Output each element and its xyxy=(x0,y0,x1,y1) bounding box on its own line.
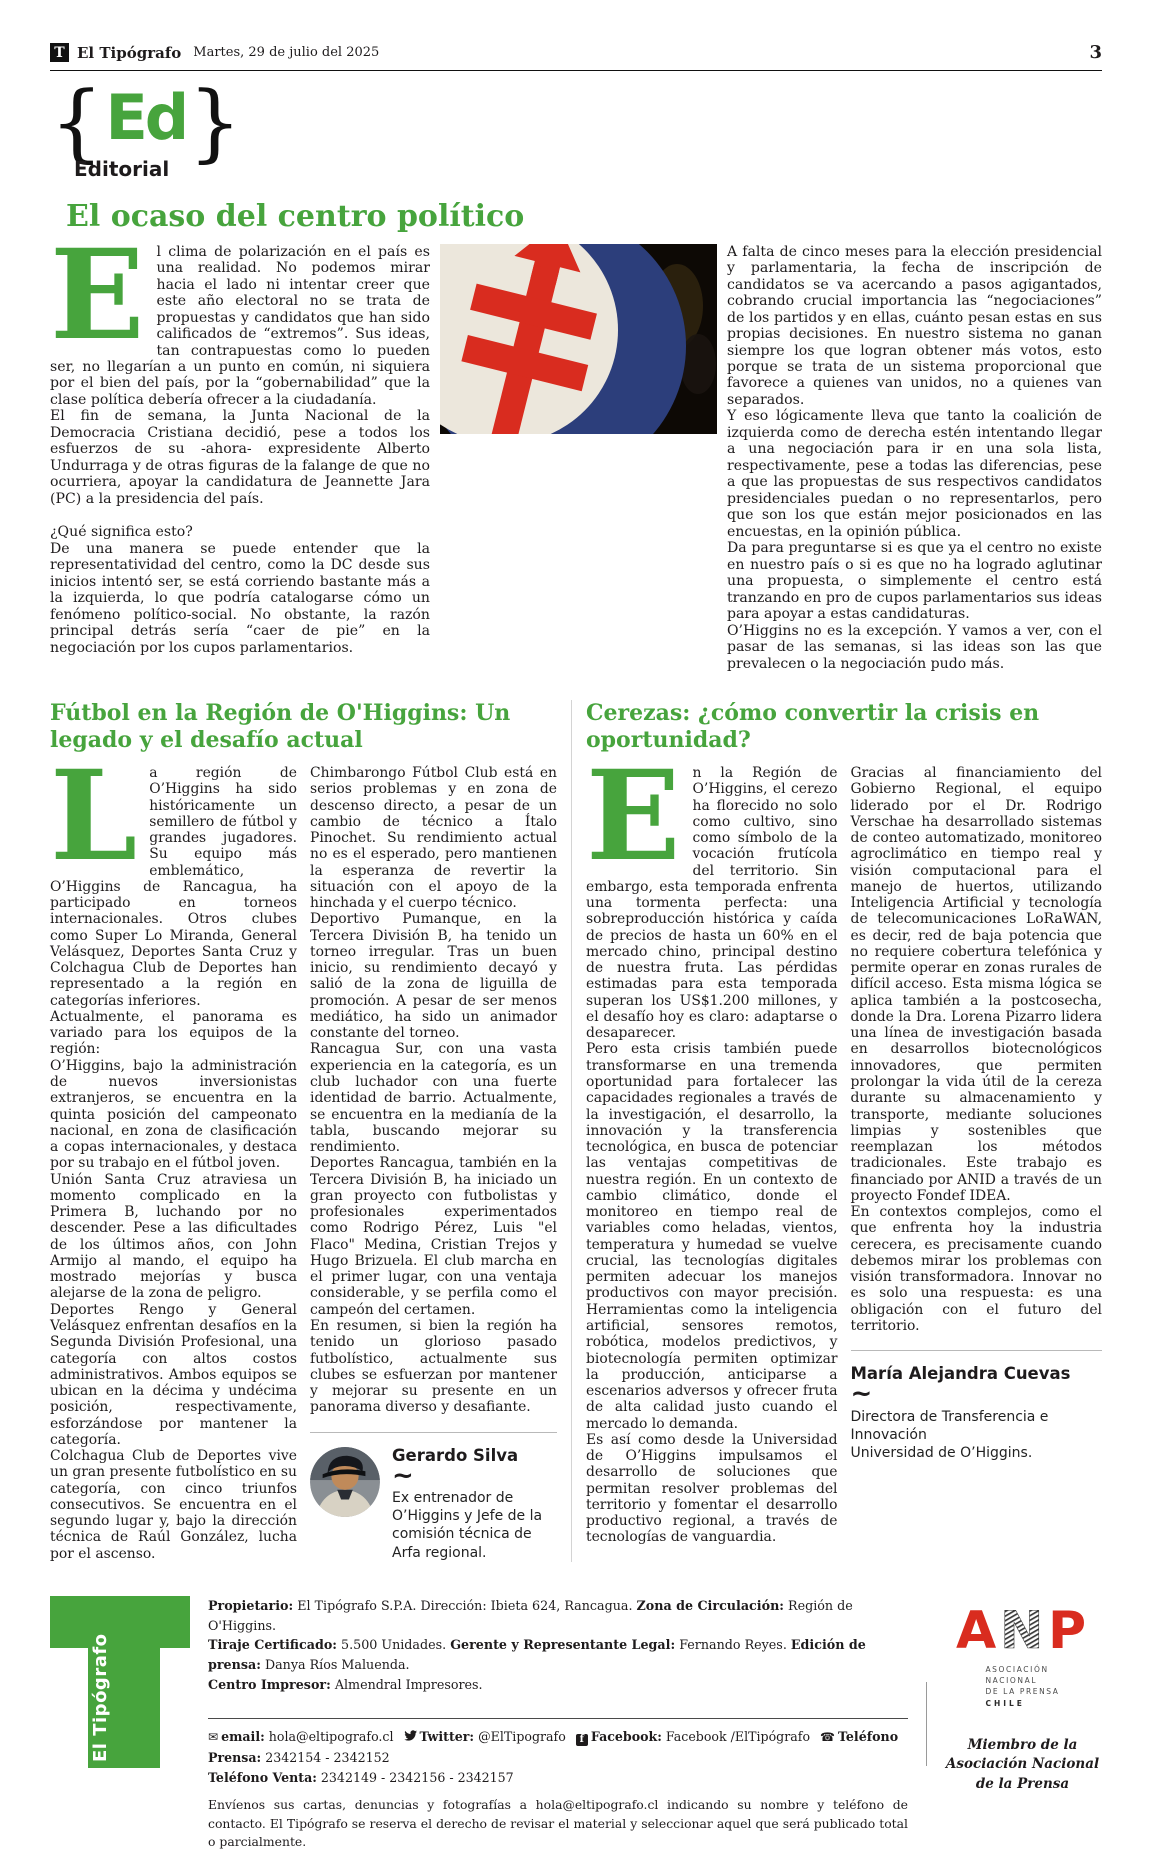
editorial-body xyxy=(50,222,1102,673)
page-number: 3 xyxy=(1089,42,1102,63)
editorial-paragraph: A falta de cinco meses para la elección presidencial y parlamentaria, la fecha de inscripción de candidatos se va acercando a pasos agigantados, cobrando crucial importancia las “negociaciones” de los partidos y en ellas, cuánto pesan estas en sus propias decisiones. En nuestro sistema no ganan siempre los que logran obtener más votos, esto porque se trata de un sistema proporcional que favorece a quienes van unidos, no a quienes van separados. xyxy=(727,243,1102,408)
author-name: María Alejandra Cuevas xyxy=(850,1364,1071,1384)
anp-caption-line: DE LA PRENSA xyxy=(985,1687,1060,1697)
author-role-line: Directora de Transferencia e Innovación xyxy=(850,1408,1049,1443)
football-paragraph: Colchagua Club de Deportes vive un gran presente futbolístico en su categoría, con cinco triunfos consecutivos. Se encuentra en el segundo lugar y, bajo la dirección técnica de Raúl González, lucha por el ascenso. xyxy=(50,1448,297,1562)
football-title: Fútbol en la Región de O'Higgins: Un legado y el desafío actual xyxy=(50,700,511,753)
editorial-paragraph: l clima de polarización en el país es una realidad. No podemos mirar hacia el lado ni intentar creer que este año electoral no se trata de propuestas y candidatos que han sido calificados de “extremos”. Sus ideas, tan contrapuestas como lo pueden ser, no llegarían a un punto en común, ni siquiera por el bien del país, por la “gobernabilidad” que la clase política debería ofrecer a la ciudadanía. xyxy=(50,243,430,408)
legal-value: Fernando Reyes. xyxy=(675,1637,791,1653)
author-role xyxy=(851,1408,1103,1463)
cherries-byline xyxy=(851,1350,1103,1462)
byline-squiggle: ~ xyxy=(850,1379,873,1410)
footer-info xyxy=(208,1596,908,1852)
contact-row xyxy=(208,1768,908,1788)
anp-caption-line: NACIONAL xyxy=(985,1676,1038,1686)
editorial-left-column xyxy=(50,222,430,673)
cherries-title: Cerezas: ¿cómo convertir la crisis en oportunidad? xyxy=(586,700,1040,753)
football-column-1 xyxy=(50,743,297,1562)
author-name: Gerardo Silva xyxy=(392,1445,519,1465)
brand-logo-icon: T xyxy=(50,43,69,62)
anp-membership-line: Asociación Nacional de la Prensa xyxy=(945,1756,1100,1792)
tipografo-logo xyxy=(50,1596,190,1768)
legal-label: Edición de prensa: xyxy=(208,1637,866,1673)
anp-membership-line: Miembro de la xyxy=(967,1736,1078,1753)
contact-value: 2342154 - 2342152 xyxy=(261,1749,390,1765)
editorial-paragraph: El fin de semana, la Junta Nacional de la Democracia Cristiana decidió, pese a todos los esfuerzos de su -ahora- expresidente Alberto Undurraga y de otras figuras de la falange de que no ocurriera, apoyar la candidatura de Jeannette Jara (PC) a la presidencia del país. xyxy=(50,408,430,507)
phone-icon: ☎ xyxy=(820,1730,835,1745)
section-logo xyxy=(50,73,1102,181)
editorial-paragraph: De una manera se puede entender que la representatividad del centro, como la DC desde sus inicios intentó ser, se está corriendo bastante más a la izquierda, lo que podría catalogarse cómo un fenómeno político-social. No obstante, la razón principal detrás sería “caer de pie” en la negociación por los cupos parlamentarios. xyxy=(50,540,430,656)
football-paragraph: Deportes Rengo y General Velásquez enfrentan desafíos en la Segunda División Profesional, una categoría con altos costos administrativos. Ambos equipos se ubican en la décima y undécima posición, respectivamente, esforzándose por mantener la categoría. xyxy=(50,1301,297,1448)
twitter-icon xyxy=(404,1727,417,1747)
cherries-paragraph: En contextos complejos, como el que enfrenta hoy la industria cerecera, es precisamente cuando debemos mirar los problemas con visión transformadora. Innovar no es solo una respuesta: es una obligación con el futuro del territorio. xyxy=(850,1204,1102,1334)
cherries-paragraph: Pero esta crisis también puede transformarse en una tremenda oportunidad para fortalecer las capacidades regionales a través de la investigación, el desarrollo, la innovación y la transferencia tecnológica, en busca de potenciar las ventajas competitivas de nuestra región. En un contexto de cambio climático, donde el monitoreo en tiempo real de variables como heladas, vientos, temperatura y humedad se vuelve crucial, las tecnologías digitales permiten adecuar los manejos productivos con mayor precisión. Herramientas como la inteligencia artificial, sensores remotos, robótica, modelos predictivos, y biotecnología permiten optimizar la producción, anticiparse a escenarios adversos y ofrecer fruta de alta calidad justo cuando el mercado lo demanda. xyxy=(586,1041,838,1432)
contact-label: Facebook: xyxy=(590,1729,662,1745)
submission-note: Envíenos sus cartas, denuncias y fotografías a hola@eltipografo.cl indicando su nombre y teléfono de contacto. El Tipógrafo se reserva el derecho de revisar el material y seleccionar aquel que será publicado total o parcialmente. xyxy=(208,1796,908,1850)
editorial-right-column xyxy=(727,244,1102,673)
editorial-paragraph: Da para preguntarse si es que ya el centro no existe en nuestro país o si es que no ha logrado aglutinar una propuesta, o simplemente el centro está tranzando en pro de cupos parlamentarios sus ideas para apoyar a estas candidaturas. xyxy=(727,540,1102,623)
football-paragraph: Rancagua Sur, con una vasta experiencia en la categoría, es un club luchador con una fuerte identidad de barrio. Actualmente, se encuentra en la medianía de la tabla, buscando mejorar su rendimiento. xyxy=(310,1041,557,1156)
legal-value: El Tipógrafo S.P.A. Dirección: Ibieta 624, Rancagua. xyxy=(293,1597,637,1613)
anp-block xyxy=(943,1596,1102,1794)
legal-value: Danya Ríos Maluenda. xyxy=(260,1657,410,1673)
cherries-paragraph: Es así como desde la Universidad de O’Higgins impulsamos el desarrollo de soluciones que permitan resolver problemas del territorio y fomentar el desarrollo productivo regional, a través de tecnologías de vanguardia. xyxy=(586,1431,838,1546)
footer-vertical-divider xyxy=(926,1682,927,1766)
cherries-column-1 xyxy=(586,743,838,1546)
legal-label: Centro Impresor: xyxy=(208,1676,331,1692)
edition-date: Martes, 29 de julio del 2025 xyxy=(193,45,380,60)
article-cherries xyxy=(572,700,1102,1562)
editorial-paragraph: Y eso lógicamente lleva que tanto la coalición de izquierda como de derecha estén intentando llegar a una negociación para ir en una sola lista, respectivamente, pese a todas las diferencias, pese a que las propuestas de sus respectivos candidatos presidenciales puedan o no representarlos, pero que son los que están mejor posicionados en las encuestas, en la opinión pública. xyxy=(727,408,1102,540)
football-paragraph: Deportes Rancagua, también en la Tercera División B, ha iniciado un gran proyecto con futbolistas y profesionales experimentados como Rodrigo Pérez, Luis "el Flaco" Medina, Cristian Trejos y Hugo Brizuela. El club marcha en el primer lugar, con una ventaja considerable, y se perfila como el campeón del certamen. xyxy=(310,1155,557,1318)
contact-label: Teléfono Prensa: xyxy=(208,1729,899,1765)
anp-caption-chile: CHILE xyxy=(985,1698,1025,1708)
editorial-paragraph: ¿Qué significa esto? xyxy=(50,524,193,541)
legal-block xyxy=(208,1596,908,1694)
contact-value: hola@eltipografo.cl xyxy=(264,1729,394,1745)
anp-membership xyxy=(943,1736,1102,1795)
dc-flag-photo xyxy=(440,244,717,434)
svg-text:P: P xyxy=(1047,1601,1086,1656)
football-column-2 xyxy=(310,765,557,1562)
author-photo-svg xyxy=(310,1447,380,1517)
legal-label: Tiraje Certificado: xyxy=(208,1637,337,1653)
svg-text:N: N xyxy=(999,1601,1044,1656)
author-role-line: Universidad de O’Higgins. xyxy=(850,1445,1033,1462)
editorial-paragraph: O’Higgins no es la excepción. Y vamos a ver, con el pasar de las semanas, si las ideas son las que prevalecen o la negociación pudo más. xyxy=(727,622,1102,672)
footer-divider xyxy=(208,1718,908,1719)
brace-close: } xyxy=(188,73,242,171)
football-byline xyxy=(310,1432,557,1562)
editorial-drop-cap: E xyxy=(50,222,145,368)
svg-text:A: A xyxy=(955,1601,996,1656)
byline-squiggle: ~ xyxy=(392,1460,414,1491)
tipografo-logo-bar xyxy=(50,1596,190,1648)
contact-block xyxy=(208,1727,908,1787)
email-icon: ✉ xyxy=(208,1730,219,1745)
anp-caption-line: ASOCIACIÓN xyxy=(985,1664,1049,1674)
legal-row xyxy=(208,1596,908,1635)
football-paragraph: En resumen, si bien la región ha tenido un glorioso pasado futbolístico, actualmente sus clubes se esfuerzan por mantener y mejorar su presente en un panorama diverso y desafiante. xyxy=(310,1318,557,1416)
brace-open: { xyxy=(50,73,104,171)
legal-value: Almendral Impresores. xyxy=(330,1676,483,1692)
article-football xyxy=(50,700,572,1562)
contact-value: Facebook /ElTipógrafo xyxy=(661,1729,811,1745)
football-paragraph: Deportivo Pumanque, en la Tercera División B, ha tenido un torneo irregular. Tras un buen inicio, su rendimiento decayó y salió de la zona de liguilla de promoción. A pesar de ser menos mediático, ha sido un animador constante del torneo. xyxy=(310,911,557,1042)
cherries-paragraph: n la Región de O’Higgins, el cerezo ha florecido no solo como cultivo, sino como símbolo de la vocación frutícola del territorio. Sin embargo, esta temporada enfrenta una tormenta perfecta: una sobreproducción histórica y caída de precios de hasta un 60% en el mercado chino, principal destino de nuestra fruta. Las pérdidas estimadas para esta temporada superan los US$1.200 millones, y el desafío hoy es claro: adaptarse o desaparecer. xyxy=(586,764,838,1042)
contact-label: Teléfono Venta: xyxy=(208,1769,317,1785)
cherries-paragraph: Gracias al financiamiento del Gobierno Regional, el equipo liderado por el Dr. Rodrigo Verschae ha desarrollado sistemas de conteo automatizado, monitoreo agroclimático en tiempo real y visión computacional para el manejo de huertos, utilizando Inteligencia Artificial y tecnología de telecomunicaciones LoRaWAN, es decir, red de baja potencia que no requiere cobertura telefónica y permite operar en zonas rurales de difícil acceso. Esta misma lógica se aplica también a la postcosecha, donde la Dra. Lorena Pizarro lidera una línea de investigación basada en desarrollos biotecnológicos innovadores, que permiten prolongar la vida útil de la cereza durante su almacenamiento y transporte, mediante soluciones limpias y sostenibles que reemplazan los métodos tradicionales. Este trabajo es financiado por ANID a través de un proyecto Fondef IDEA. xyxy=(850,764,1102,1204)
articles-section xyxy=(50,700,1102,1562)
legal-row xyxy=(208,1675,908,1695)
football-paragraph: Actualmente, el panorama es variado para los equipos de la región: xyxy=(50,1008,297,1058)
anp-logo xyxy=(948,1602,1098,1656)
legal-label: Propietario: xyxy=(208,1597,294,1613)
brand-name: El Tipógrafo xyxy=(77,43,182,62)
legal-value: Región de O'Higgins. xyxy=(208,1597,853,1633)
legal-label: Zona de Circulación: xyxy=(636,1597,784,1613)
contact-label: email: xyxy=(221,1729,265,1745)
page-footer xyxy=(50,1596,1102,1852)
football-drop-cap: L xyxy=(50,743,138,889)
cherries-drop-cap: E xyxy=(586,743,681,889)
football-paragraph: Chimbarongo Fútbol Club está en serios problemas y en zona de descenso directo, a pesar de un cambio de técnico a Ítalo Pinochet. Su rendimiento actual no es el esperado, pero mantienen la esperanza de revertir la situación con el apoyo de la hinchada y el cuerpo técnico. xyxy=(310,764,557,912)
anp-caption xyxy=(985,1664,1059,1709)
legal-label: Gerente y Representante Legal: xyxy=(450,1637,676,1653)
cherries-column-2 xyxy=(851,765,1103,1546)
contact-value: @ElTipografo xyxy=(474,1729,566,1745)
tipografo-logo-text: El Tipógrafo xyxy=(90,1633,111,1762)
legal-row xyxy=(208,1635,908,1674)
editorial-title: El ocaso del centro político xyxy=(66,198,525,234)
author-role: Ex entrenador de O’Higgins y Jefe de la comisión técnica de Arfa regional. xyxy=(392,1490,543,1561)
football-paragraph: a región de O’Higgins ha sido históricamente un semillero de fútbol y grandes jugadores. Su equipo más emblemático, O’Higgins de Rancagua, ha participado en torneos internacionales. Otros clubes como Super Lo Miranda, General Velásquez, Deportes Santa Cruz y Colchagua Club de Deportes han representado a la región en categorías inferiores. xyxy=(50,764,297,1009)
football-paragraph: Unión Santa Cruz atraviesa un momento complicado en la Primera B, luchando por no descender. Pese a las dificultades de los últimos años, con John Armijo al mando, el equipo ha mostrado mejorías y busca alejarse de la zona de peligro. xyxy=(50,1171,297,1302)
masthead xyxy=(50,42,1102,71)
section-label: Editorial xyxy=(74,156,170,181)
contact-row xyxy=(208,1727,908,1767)
contact-value: 2342149 - 2342156 - 2342157 xyxy=(316,1769,514,1785)
legal-value: 5.500 Unidades. xyxy=(336,1637,451,1653)
football-paragraph: O’Higgins, bajo la administración de nuevos inversionistas extranjeros, se encuentra en la quinta posición del campeonato nacional, en zona de clasificación a copas internacionales, y destaca por su trabajo en el fútbol joven. xyxy=(50,1057,297,1172)
dc-flag-photo-svg xyxy=(440,244,717,434)
author-photo xyxy=(310,1447,380,1517)
contact-label: Twitter: xyxy=(419,1729,475,1745)
facebook-icon: f xyxy=(576,1734,588,1746)
section-abbr: Ed xyxy=(105,81,187,154)
